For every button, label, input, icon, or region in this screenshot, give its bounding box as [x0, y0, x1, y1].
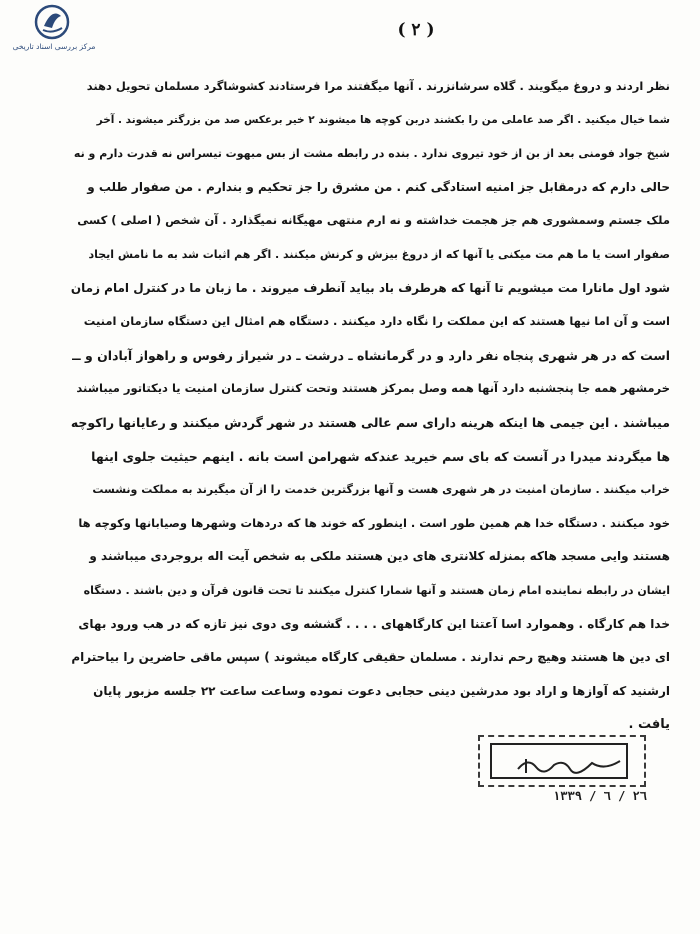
document-line: ای دین ها هستند وهیچ رحم ندارند . مسلمان حقیقی کارگاه میشوند ) سپس ماقی حاضرین را بیاحترام [71, 650, 670, 665]
document-line: صفوار است یا ما هم مت میکنی یا آنها که از دروغ بیزش و کرنش میکنند . اگر هم اثبات شد به ما نامش ایجاد [88, 247, 670, 261]
document-line: حالی دارم که درمقابل جز امنیه استادگی کنم . من مشرق را جز تحکیم و بندارم . من صفوار طلب و [87, 179, 670, 194]
archive-center-logo-icon [34, 4, 70, 40]
archive-logo [6, 4, 102, 56]
document-line: ملک جستم وسمشوری هم جز هجمت خداشته و نه ارم منتهی مهیگانه نمیگذارد . آن شخص ( اصلی ) کسی [77, 213, 670, 228]
document-line: خود میکنند . دستگاه خدا هم همین طور است . اینطور که خوند ها که دردهات وشهرها وصیابانها وکوچه ها [78, 515, 670, 530]
document-line: خدا هم کارگاه . وهموارد اسا آعتنا این کارگاههای . . . . گششه وی دوی نیز تازه که در هب ورود بهای [78, 616, 670, 631]
document-line: یافت . [628, 717, 670, 733]
document-line: نظر اردند و دروغ میگویند . گلاه سرشانزرند . آنها میگفتند مرا فرستادند کشوشاگرد مسلمان تحویل دهند [86, 79, 670, 93]
document-line: هستند وایی مسجد هاکه بمنزله کلانتری های دین هستند ملکی به شخص آیت اله بروجردی میباشند و [89, 549, 670, 564]
document-line: شود اول مانارا مت میشویم تا آنها که هرطرف باد بیاید آنطرف میروند . ما زبان ما در کنترل امام زمان [70, 280, 670, 295]
logo-caption: مرکز بررسی اسناد تاریخی [12, 42, 96, 51]
document-line: ارشنید که آوازها و اراد بود مدرشین دینی حجابی دعوت نموده وساعت ساعت ۲۲ جلسه مزبور پایان [93, 683, 670, 698]
document-line: میباشند . این جیمی ها اینکه هرینه دارای سم عالی هستند در شهر گردش میکنند و رعایانها راکوچه [70, 414, 670, 430]
page-number: ( ٢ ) [397, 20, 435, 40]
document-line: خراب میکنند . سازمان امنیت در هر شهری هست و آنها بزرگترین خدمت را از آن میگیرند به مملکت ونشست [92, 483, 670, 497]
stamp-date: ٢٦ / ٦ / ١٣٣٩ [553, 789, 647, 803]
handwritten-signature-icon [514, 755, 624, 775]
document-line: شیخ جواد فومنی بعد از بن از خود تیروی ندارد . بنده در رابطه مشت از بس مبهوت تیسراس نه قدرت دارم و نه [73, 147, 670, 161]
document-body [70, 70, 670, 742]
document-line: ایشان در رابطه نماینده امام زمان هستند و آنها شمارا کنترل میکنند تا تحت قانون قرآن و دین باشند . دستگاه [83, 583, 670, 597]
document-line: است که در هر شهری پنجاه نفر دارد و در گرمانشاه ـ درشت ـ در شیراز رفوس و راهواز آبادان و ــ [72, 347, 670, 363]
document-line: است و آن اما نیها هستند که این مملکت را نگاه دارد میکنند . دستگاه هم امثال این دستگاه سازمان امنیت [83, 314, 670, 329]
document-line: خرمشهر همه جا پنجشنبه دارد آنها همه وصل بمرکز هستند وتحت کنترل سازمان امنیت یا دیکتاتور میباشند [76, 381, 670, 396]
stamp-box [490, 743, 628, 779]
document-line: ها میگردند میدرا در آنست که بای سم خیرید عندکه شهرامن است بانه . اینهم حیثیت جلوی اینها [91, 448, 670, 464]
document-line: شما خیال میکنید . اگر صد عاملی من را بکشند دربن کوچه ها میشوند ۲ خیر برعکس صد من بزرگتر میشوند . آخر [96, 113, 670, 126]
signature-stamp [478, 735, 646, 787]
